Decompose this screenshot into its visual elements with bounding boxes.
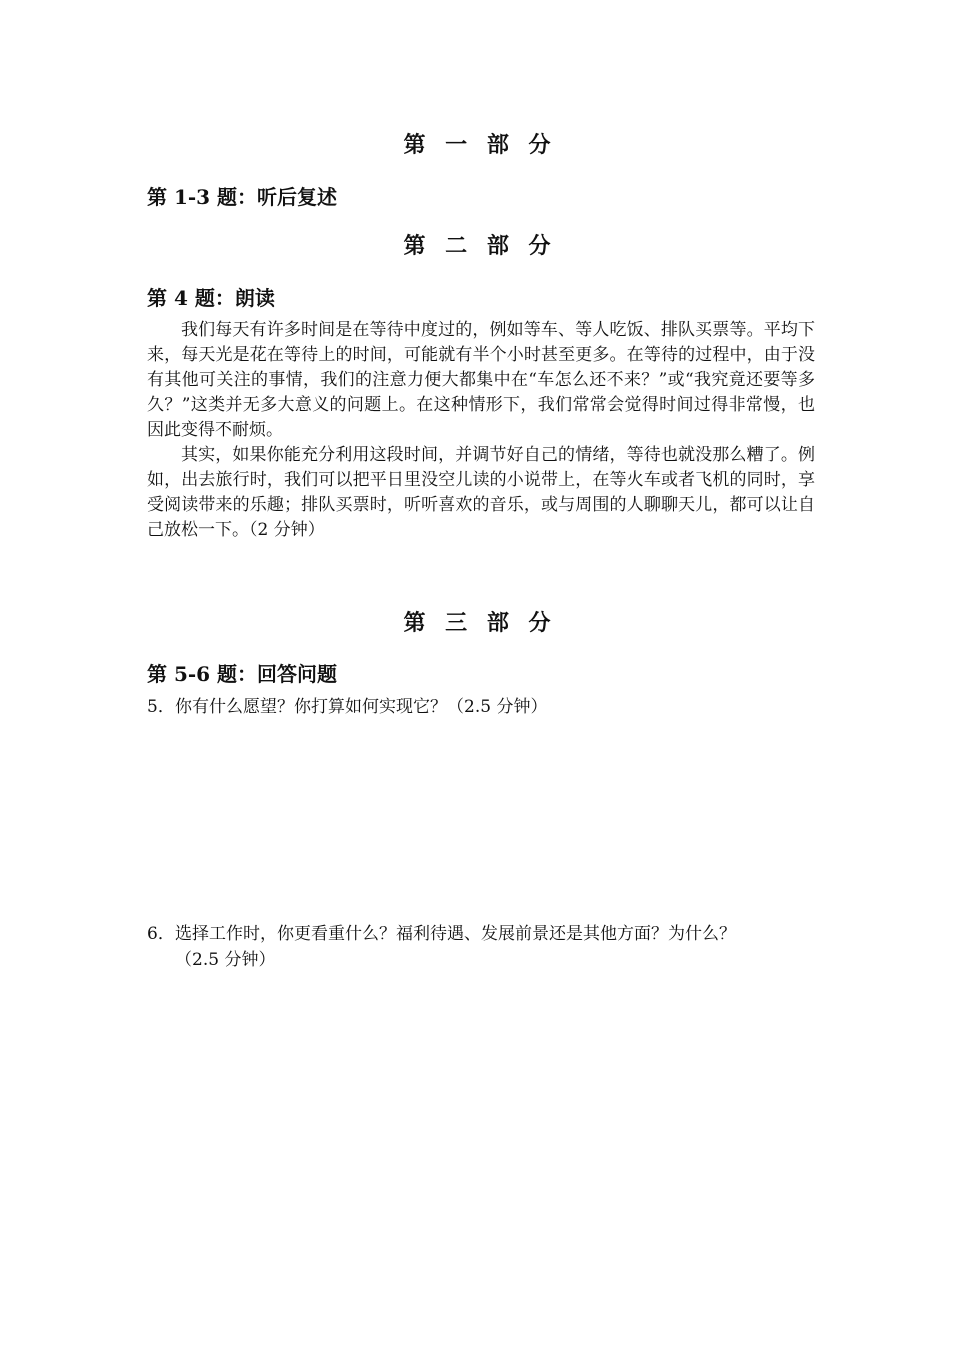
question-5-text: 你有什么愿望？你打算如何实现它？（2.5 分钟） <box>175 697 548 717</box>
part3-heading: 第 5-6 题：回答问题 <box>147 662 338 686</box>
part2-heading: 第 4 题：朗读 <box>147 286 275 310</box>
part1-title: 第 一 部 分 <box>403 133 557 158</box>
question-6-number: 6． <box>147 924 175 944</box>
part2-title: 第 二 部 分 <box>403 234 557 259</box>
question-6-text: 选择工作时，你更看重什么？福利待遇、发展前景还是其他方面？为什么？ <box>175 924 736 944</box>
question-6 <box>147 921 817 973</box>
passage-paragraph-1: 我们每天有许多时间是在等待中度过的，例如等车、等人吃饭、排队买票等。平均下来，每天光是花在等待上的时间，可能就有半个小时甚至更多。在等待的过程中，由于没有其他可关注的事情，我们的注意力便大都集中在“车怎么还不来？”或“我究竟还要等多久？”这类并无多大意义的问题上。在这种情形下，我们常常会觉得时间过得非常慢，也因此变得不耐烦。 <box>147 320 815 440</box>
question-5 <box>147 694 817 720</box>
question-5-number: 5． <box>147 697 175 717</box>
reading-passage <box>147 318 815 543</box>
part3-title: 第 三 部 分 <box>403 611 557 636</box>
part1-heading: 第 1-3 题：听后复述 <box>147 185 338 209</box>
question-6-time: （2.5 分钟） <box>175 950 276 970</box>
passage-paragraph-2: 其实，如果你能充分利用这段时间，并调节好自己的情绪，等待也就没那么糟了。例如，出去旅行时，我们可以把平日里没空儿读的小说带上，在等火车或者飞机的同时，享受阅读带来的乐趣；排队买票时，听听喜欢的音乐，或与周围的人聊聊天儿，都可以让自己放松一下。（2 分钟） <box>147 445 815 540</box>
